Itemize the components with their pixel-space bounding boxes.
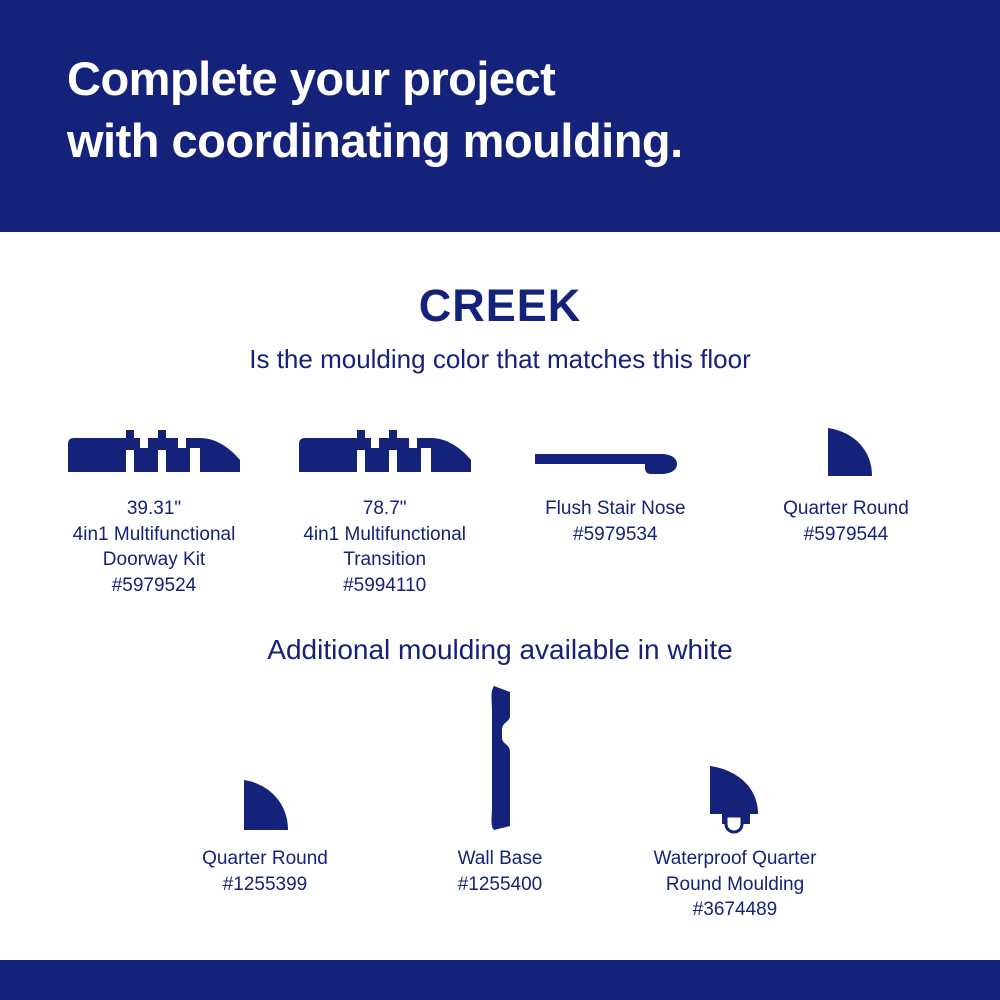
product-sku: #5979534 (573, 523, 658, 545)
transition-profile-icon (271, 412, 499, 482)
banner-title-line-1: Complete your project (67, 52, 556, 105)
product-doorway-kit[interactable] (40, 412, 268, 599)
product-label-line-1: Waterproof Quarter (653, 848, 817, 869)
product-label-line-3: Transition (343, 549, 427, 571)
product-label (303, 496, 466, 573)
quarter-round-profile-icon (732, 412, 960, 482)
product-label (458, 846, 543, 872)
waterproof-quarter-round-profile-icon (620, 684, 850, 834)
product-transition[interactable] (271, 412, 499, 599)
product-sku: #1255400 (457, 873, 543, 895)
product-sku: #5979524 (111, 574, 197, 596)
flush-stair-nose-profile-icon (501, 412, 729, 482)
product-label-line-2: 4in1 Multifunctional (303, 523, 466, 545)
product-label (73, 496, 236, 573)
product-label (545, 496, 685, 522)
quarter-round-profile-icon (150, 684, 380, 834)
header-banner (0, 0, 1000, 232)
footer-bar (0, 960, 1000, 1000)
product-flush-stair-nose[interactable] (501, 412, 729, 547)
product-label-line-1: Wall Base (457, 848, 543, 869)
product-wall-base[interactable] (385, 684, 615, 897)
product-sku: #3674489 (692, 899, 778, 921)
product-label (654, 846, 817, 897)
product-quarter-round[interactable] (732, 412, 960, 547)
color-subtitle: Is the moulding color that matches this floor (249, 344, 751, 374)
banner-title (67, 48, 937, 172)
wall-base-profile-icon (385, 684, 615, 834)
product-label-line-1: 39.31" (126, 498, 182, 519)
product-label-line-1: 78.7" (362, 498, 407, 519)
product-label-line-2: 4in1 Multifunctional (72, 523, 236, 545)
product-sku: #5994110 (343, 574, 427, 596)
product-label-line-1: Quarter Round (783, 498, 909, 519)
coordinating-moulding-row (40, 412, 960, 612)
additional-moulding-heading: Additional moulding available in white (267, 634, 733, 665)
product-sku: #5979544 (803, 523, 889, 545)
product-label-line-1: Flush Stair Nose (545, 498, 686, 519)
product-waterproof-quarter-round[interactable] (620, 684, 850, 923)
product-label-line-2: Round Moulding (665, 873, 805, 895)
product-label-line-1: Quarter Round (202, 848, 328, 869)
doorway-kit-profile-icon (40, 412, 268, 482)
product-label (202, 846, 328, 872)
color-name-heading: CREEK (418, 280, 582, 331)
content-area (0, 232, 1000, 960)
additional-moulding-row (150, 684, 850, 924)
product-quarter-round-white[interactable] (150, 684, 380, 897)
banner-title-line-2: with coordinating moulding. (67, 114, 683, 168)
product-label-line-3: Doorway Kit (102, 549, 206, 571)
product-sku: #1255399 (222, 873, 308, 895)
product-label (783, 496, 909, 522)
